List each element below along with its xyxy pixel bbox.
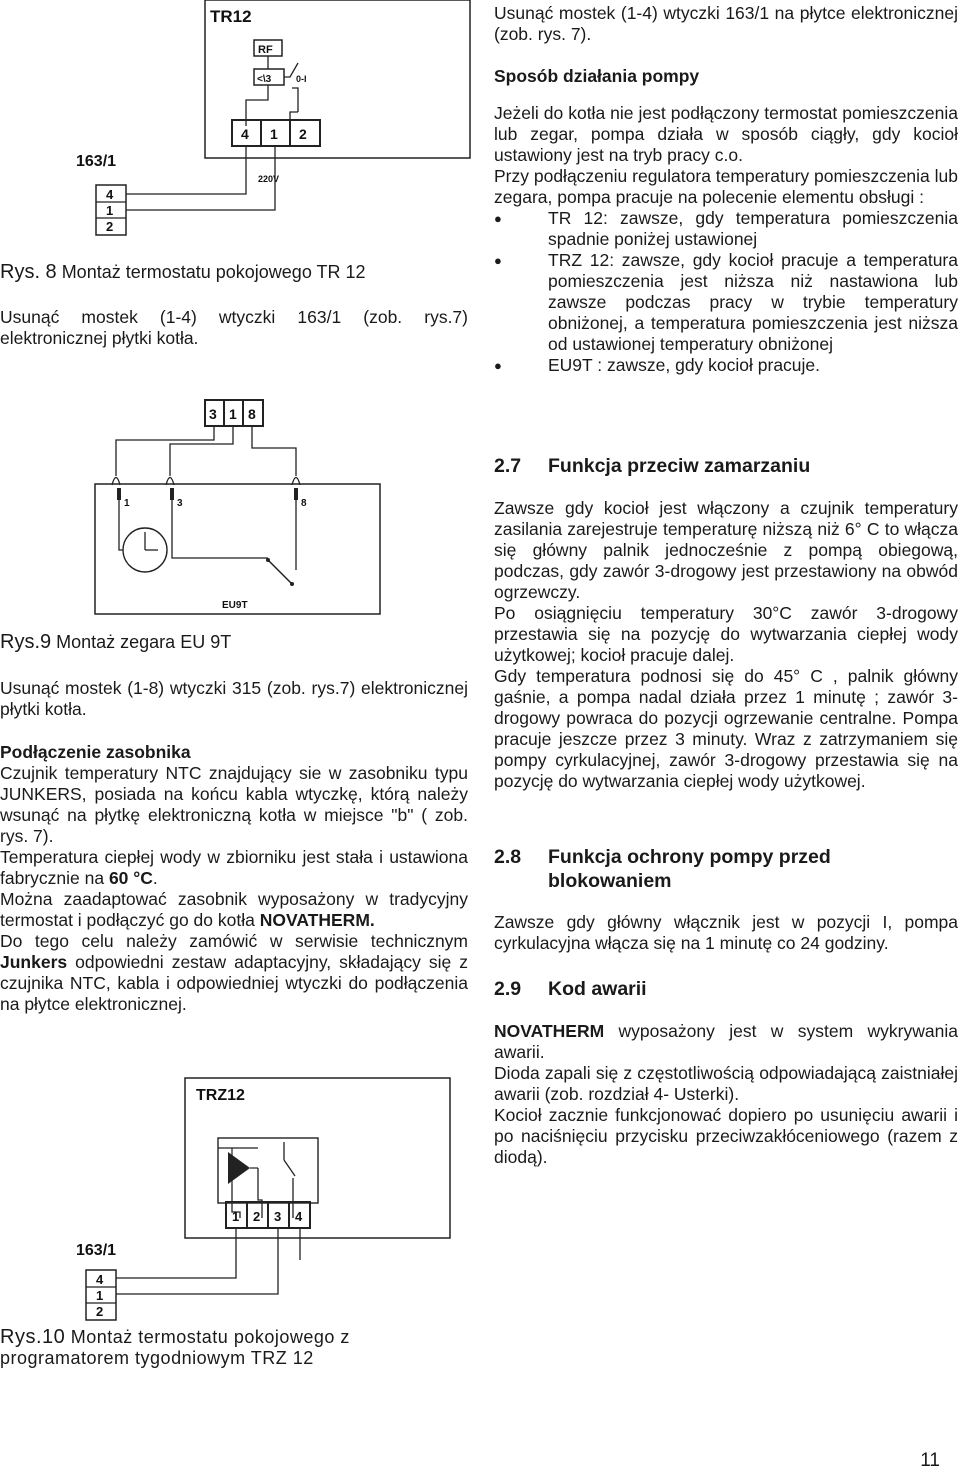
- bullet-trz12: ● TRZ 12: zawsze, gdy kocioł pracuje a temperatura pomieszczenia jest niższa niż nastawiona lub zawsze podczas pracy w trybie temperatury obniżonej, a temperatura pomieszczenia jest niższa od ustawionej temperatury obniżonej: [494, 250, 958, 355]
- bullet-tr12: ● TR 12: zawsze, gdy temperatura pomieszczenia spadnie poniżej ustawionej: [494, 208, 958, 250]
- rf-label: RF: [258, 44, 273, 56]
- trz12-terminal-3: 3: [274, 1209, 282, 1224]
- trz12-terminal-4: 4: [295, 1209, 303, 1224]
- eu9t-pin-8: 8: [301, 498, 307, 509]
- storage-p2: Temperatura ciepłej wody w zbiorniku jest stała i ustawiona fabrycznie na 60 °C.: [0, 847, 468, 888]
- tr12-terminal-4: 4: [241, 126, 249, 142]
- page-number: 11: [920, 1450, 940, 1471]
- eu9t-label: EU9T: [222, 600, 248, 611]
- trz12-terminal-1: 1: [232, 1209, 240, 1224]
- trz12-contact: [284, 1150, 295, 1188]
- s27-body: Zawsze gdy kocioł jest włączony a czujnik temperatury zasilania zarejestruje temperaturę niższą niż 6° C to włącza się główny palnik jednocześnie z pompą obiegową, podczas, gdy zawór 3-drogowy jest przestawiony na obwód ogrzewczy. Po osiągnięciu temperatury 30°C zawór 3-drogowy przestawia się na pozycję do wytwarzania ciepłej wody użytkowej; kocioł pracuje dalej. Gdy temperatura podnosi się do 45° C , palnik główny gaśnie, a pompa nadal działa przez 1 minutę ; zawór 3-drogowy powraca do pozycji ogrzewanie centralne. Pompa pracuje jeszcze przez 3 minuty. Wraz z zatrzymaniem się pompy cyrkulacyjnej, zawór 3-drogowy przestawia się na pozycję do wytwarzania ciepłej wody użytkowej.: [494, 498, 958, 791]
- socket-163-label: 163/1: [76, 153, 117, 170]
- s28-body: Zawsze gdy główny włącznik jest w pozycji I, pompa cyrkulacyjna włącza się na 1 minutę co 24 godziny.: [494, 912, 958, 953]
- trz12-box-title: TRZ12: [196, 1087, 245, 1104]
- fig10-socket-pin-2: 2: [96, 1304, 104, 1319]
- fig9-terminal-1: 1: [229, 406, 237, 422]
- eu9t-contact: [268, 560, 292, 584]
- storage-section: [0, 742, 468, 1015]
- switch-contact: [268, 56, 298, 112]
- fig10-caption: Rys.10 Montaż termostatu pokojowego z programatorem tygodniowym TRZ 12: [0, 1326, 350, 1368]
- trz12-terminal-2: 2: [253, 1209, 261, 1224]
- eu9t-pin-1: 1: [124, 498, 130, 509]
- voltage-label: 220V: [258, 174, 280, 184]
- fig10-socket-pin-1: 1: [96, 1288, 104, 1303]
- fig8-wiring-diagram: [0, 0, 480, 250]
- storage-heading: Podłączenie zasobnika: [0, 742, 191, 762]
- tr12-terminal-2: 2: [299, 126, 307, 142]
- fig10-wiring-diagram: [0, 1060, 480, 1320]
- fig10-socket-pin-4: 4: [96, 1272, 104, 1287]
- switch-label: 0-I: [296, 74, 307, 84]
- bullet-eu9t: ● EU9T : zawsze, gdy kocioł pracuje.: [494, 355, 958, 376]
- pump-p1: Jeżeli do kotła nie jest podłączony termostat pomieszczenia lub zegar, pompa działa w sposób ciągły, gdy kocioł ustawiony jest na tryb pracy c.o.: [494, 103, 958, 165]
- pump-p2: Przy podłączeniu regulatora temperatury pomieszczenia lub zegara, pompa pracuje na polecenie elementu obsługi :: [494, 166, 958, 207]
- heater-triangle: [228, 1152, 250, 1184]
- tr12-box-title: TR12: [210, 7, 252, 26]
- fig9-cable: [116, 426, 296, 476]
- storage-p1: Czujnik temperatury NTC znajdujący sie w zasobniku typu JUNKERS, posiada na końcu kabla wtyczkę, którą należy wsunąć na płytkę elektroniczną kotła w miejsce "b" ( zob. rys. 7).: [0, 763, 468, 846]
- fig9-note: Usunąć mostek (1-8) wtyczki 315 (zob. rys.7) elektronicznej płytki kotła.: [0, 678, 468, 719]
- fig9-terminal-3: 3: [209, 406, 217, 422]
- right-intro: Usunąć mostek (1-4) wtyczki 163/1 na płytce elektronicznej (zob. rys. 7).: [494, 3, 958, 44]
- fig9-wiring-diagram: [0, 390, 400, 630]
- switch-symbol: <\3: [257, 74, 272, 85]
- eu9t-pin-3: 3: [177, 498, 183, 509]
- fig8-note: Usunąć mostek (1-4) wtyczki 163/1 (zob. rys.7) elektronicznej płytki kotła.: [0, 307, 468, 348]
- storage-p4: Do tego celu należy zamówić w serwisie technicznym Junkers odpowiedni zestaw adaptacyjny, składający się z czujnika NTC, kabla i odpowiedniej wtyczki do podłączenia na płytce elektronicznej.: [0, 931, 468, 1014]
- socket-pin-1: 1: [106, 203, 114, 218]
- socket-163-label-fig10: 163/1: [76, 1242, 117, 1259]
- fig8-cable-wires: [126, 146, 275, 210]
- pump-heading: Sposób działania pompy: [494, 66, 700, 86]
- tr12-terminal-1: 1: [270, 126, 278, 142]
- pump-bullets: [494, 208, 958, 376]
- fig9-terminal-8: 8: [248, 406, 256, 422]
- pump-section: [494, 66, 958, 376]
- socket-pin-2: 2: [106, 219, 114, 234]
- storage-p3: Można zaadaptować zasobnik wyposażony w tradycyjny termostat i podłączyć go do kotła NOVATHERM.: [0, 889, 468, 930]
- fig8-caption: Rys. 8 Montaż termostatu pokojowego TR 12: [0, 261, 366, 283]
- fig9-caption: Rys.9 Montaż zegara EU 9T: [0, 631, 232, 653]
- eu9t-box: [95, 484, 380, 614]
- s29-body: NOVATHERM wyposażony jest w system wykrywania awarii. Dioda zapali się z częstotliwością odpowiadającą zaistniałej awarii (zob. rozdział 4- Usterki). Kocioł zacznie funkcjonować dopiero po usunięciu awarii i po naciśnięciu przycisku przeciwzakłóceniowego (razem z diodą).: [494, 1021, 958, 1167]
- socket-pin-4: 4: [106, 187, 114, 202]
